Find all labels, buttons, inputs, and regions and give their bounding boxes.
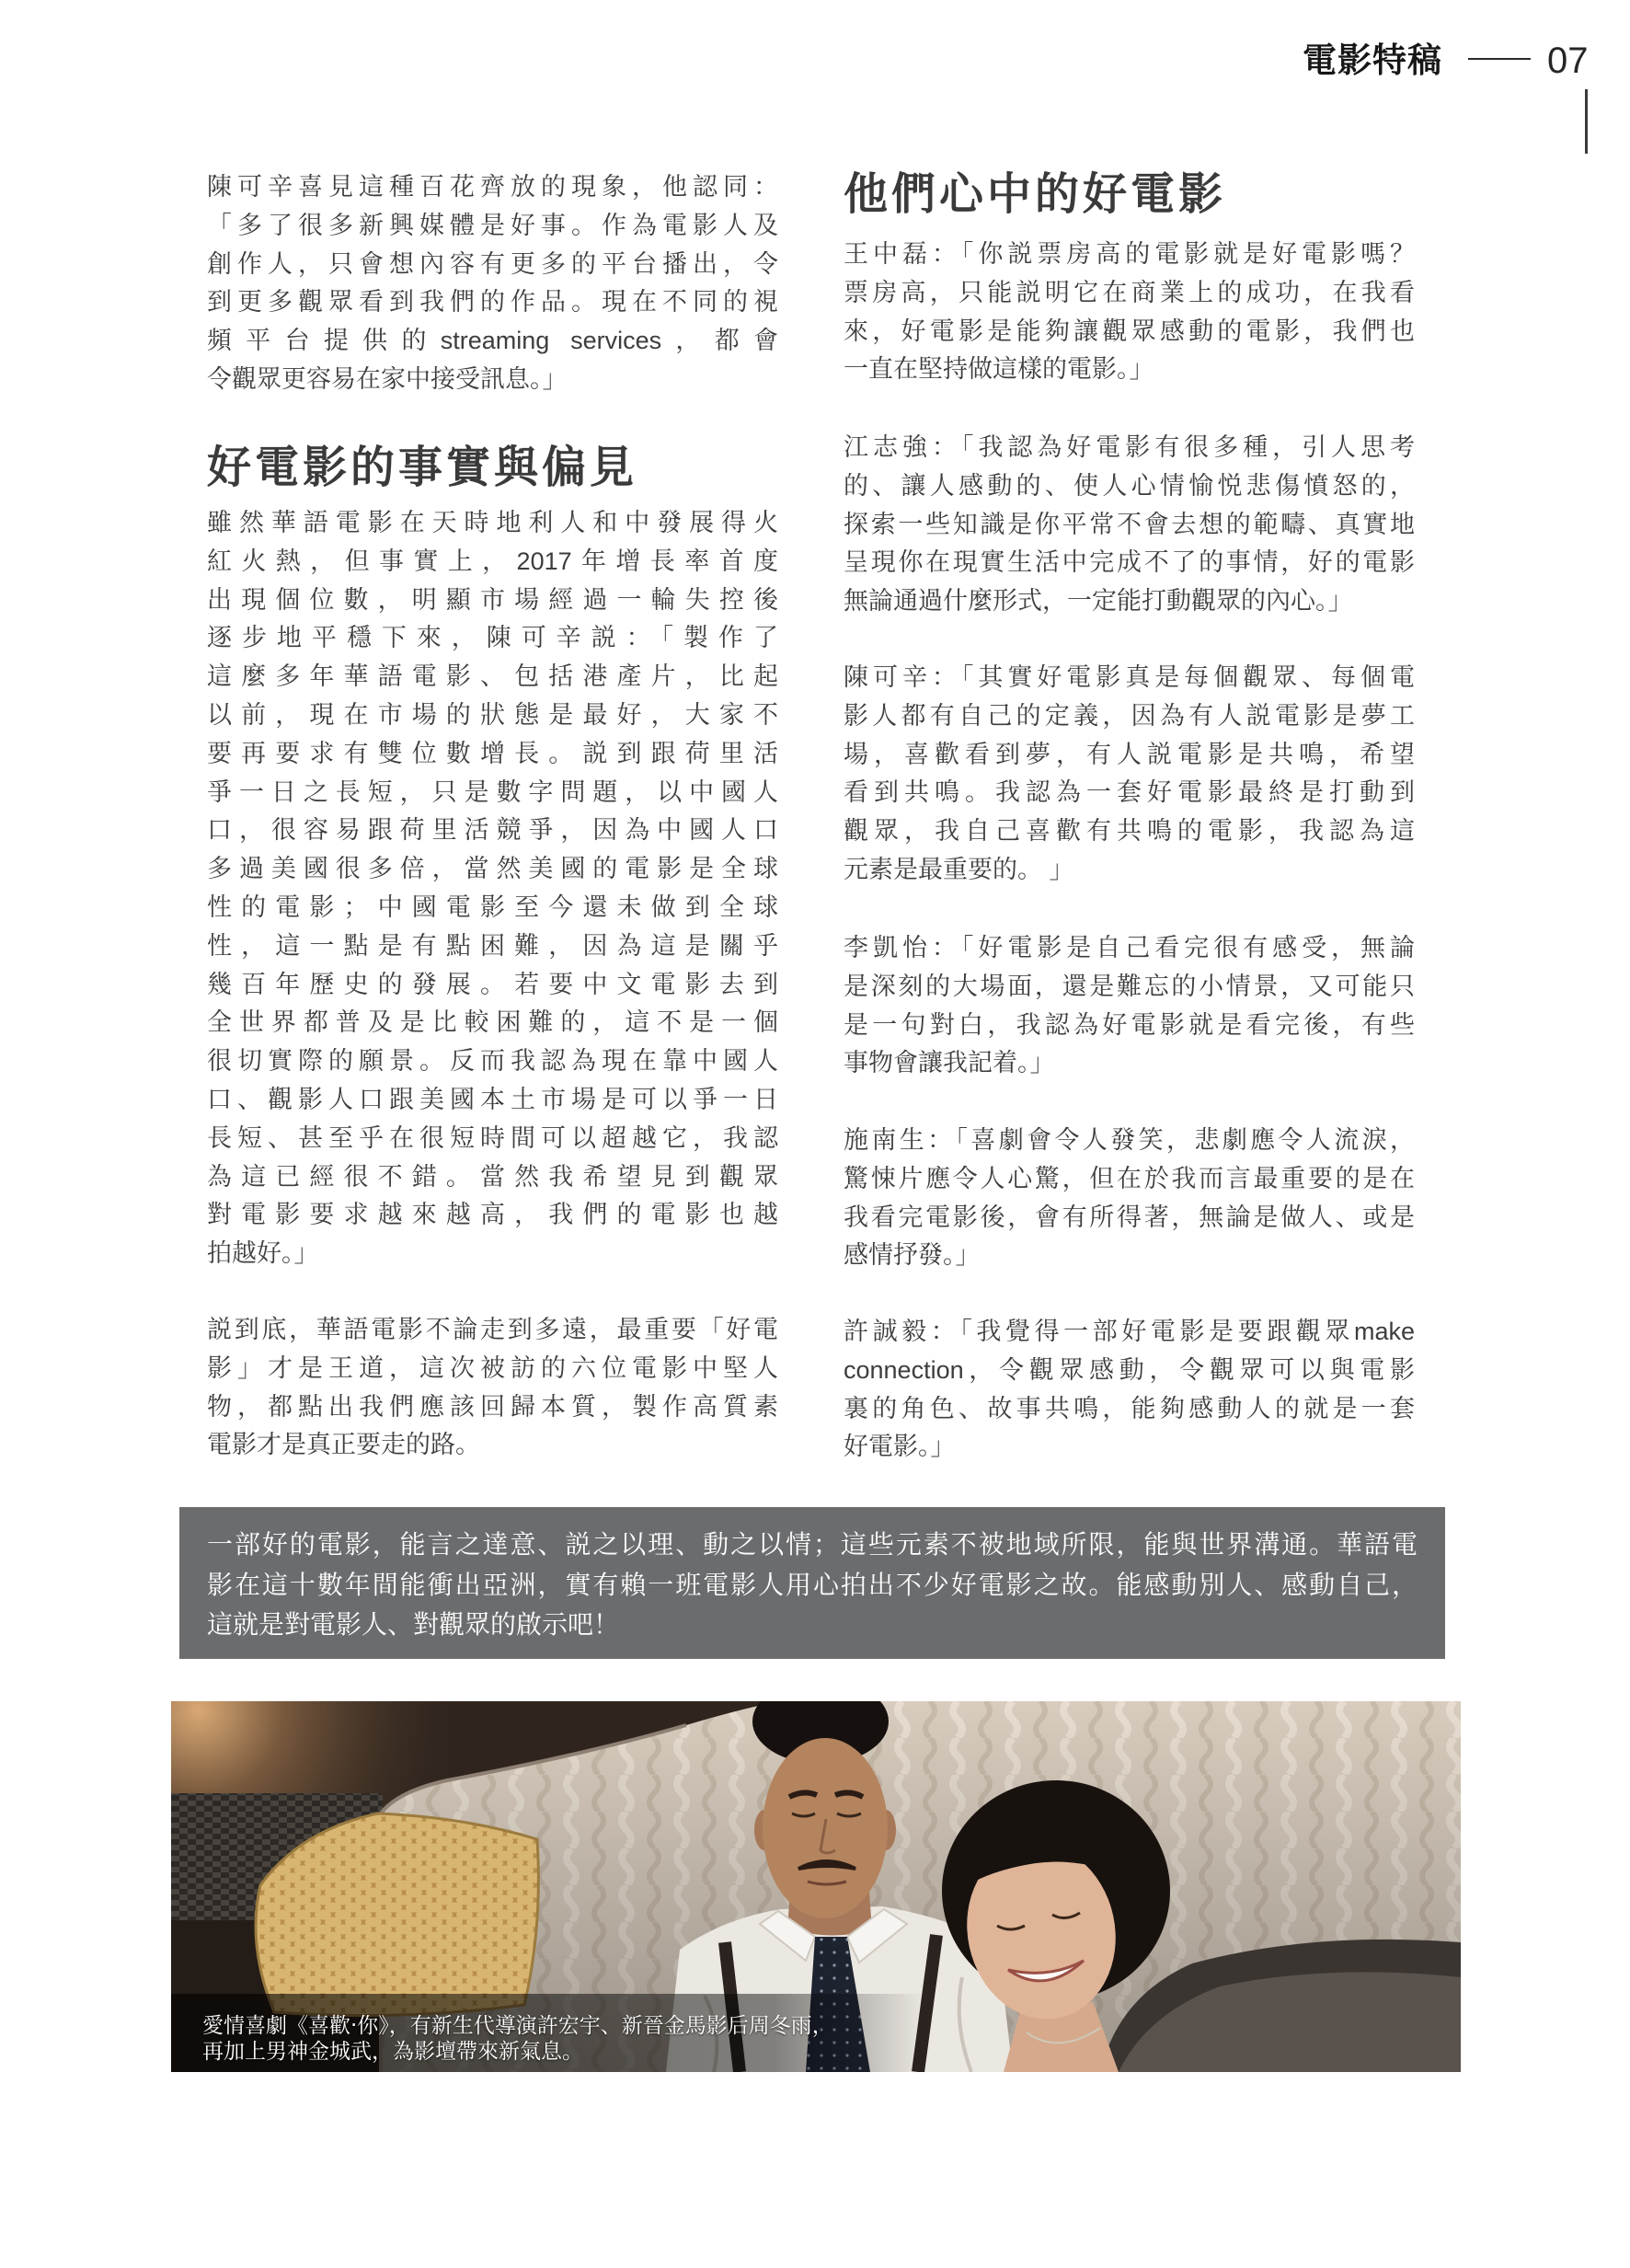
text-line: 施南生：「喜劇會令人發笑，悲劇應令人流淚， [844,1126,1415,1154]
text-line: 是深刻的大場面，還是難忘的小情景，又可能只 [844,972,1415,1000]
text-line: 令觀眾更容易在家中接受訊息。」 [207,364,568,393]
film-still-photo [171,1701,1461,2072]
right-column [844,0,1415,1491]
text-line: 紅火熱，但事實上，2017年增長率首度 [207,547,778,575]
text-line: 頻平台提供的streaming services，都會 [207,327,778,355]
text-line: 電影才是真正要走的路。 [207,1431,480,1459]
section-title: 電影特稿 [1303,41,1442,79]
text-line: 江志強：「我認為好電影有很多種，引人思考 [844,433,1415,461]
text-line: 到更多觀眾看到我們的作品。現在不同的視 [207,288,778,317]
text-line: 王中磊：「你説票房高的電影就是好電影嗎？ [844,240,1415,268]
section-paragraph [207,504,778,1273]
text-line: 這麼多年華語電影、包括港產片，比起 [207,662,778,691]
text-line: 對電影要求越來越高，我們的電影也越 [207,1201,778,1229]
photo-caption [202,2012,1030,2064]
text-line: 性，這一點是有點困難，因為這是關乎 [207,931,778,960]
text-line: 爭一日之長短，只是數字問題，以中國人 [207,777,778,806]
text-line: 一直在堅持做這樣的電影。」 [844,355,1154,384]
quote-raman-hui [844,1313,1415,1467]
text-line: 看到共鳴。我認為一套好電影最終是打動到 [844,778,1415,807]
text-line: 説到底，華語電影不論走到多遠，最重要「好電 [207,1316,778,1343]
page-edge-bar [1585,89,1588,154]
closing-paragraph [207,1311,778,1465]
summary-text [207,1525,1418,1645]
left-column [207,0,778,1491]
text-line: 幾百年歷史的發展。若要中文電影去到 [207,970,778,998]
intro-paragraph [207,168,778,399]
text-line: 影」才是王道，這次被訪的六位電影中堅人 [207,1353,778,1382]
text-line: connection，令觀眾感動，令觀眾可以與電影 [844,1355,1415,1384]
text-line: 物，都點出我們應該回歸本質，製作高質素 [207,1392,778,1421]
text-line: 長短、甚至乎在很短時間可以超越它，我認 [207,1123,778,1152]
text-line: 觀眾，我自己喜歡有共鳴的電影，我認為這 [844,817,1415,846]
text-line: 一部好的電影，能言之達意、説之以理、動之以情；這些元素不被地域所限，能與世界溝通。華語電 [207,1530,1418,1559]
text-line: 口，很容易跟荷里活競爭，因為中國人口 [207,816,778,845]
text-line: 創作人，只會想內容有更多的平台播出，令 [207,249,778,278]
text-line: 全世界都普及是比較困難的，這不是一個 [207,1008,778,1037]
quote-peter-chan [844,659,1415,890]
quote-nansun-shi [844,1122,1415,1275]
text-line: 場，喜歡看到夢，有人説電影是共鳴，希望 [844,740,1415,768]
text-line: 影人都有自己的定義，因為有人説電影是夢工 [844,701,1415,730]
text-line: 性的電影；中國電影至今還未做到全球 [207,892,778,921]
text-line: 是一句對白，我認為好電影就是看完後，有些 [844,1010,1415,1039]
text-line: 逐步地平穩下來，陳可辛説：「製作了 [207,624,778,652]
text-line: 票房高，只能説明它在商業上的成功，在我看 [844,278,1415,306]
text-line: 要再要求有雙位數增長。説到跟荷里活 [207,739,778,767]
text-line: 呈現你在現實生活中完成不了的事情，好的電影 [844,548,1415,577]
text-line: 元素是最重要的。 」 [844,855,1074,883]
text-line: 出現個位數，明顯市場經過一輪失控後 [207,585,778,614]
text-line: 口、觀影人口跟美國本土市場是可以爭一日 [207,1085,778,1113]
text-line: 來，好電影是能夠讓觀眾感動的電影，我們也 [844,317,1415,345]
text-line: 拍越好。」 [207,1239,319,1268]
text-line: 好電影。」 [844,1433,956,1461]
text-line: 事物會讓我記着。」 [844,1049,1055,1077]
text-line: 愛情喜劇《喜歡‧你》，有新生代導演許宏宇、新晉金馬影后周冬雨， [202,2013,833,2037]
text-line: 這就是對電影人、對觀眾的啟示吧！ [207,1610,620,1639]
quote-lee-hoi-yi [844,929,1415,1083]
quote-wang-zhonglei [844,236,1415,389]
text-line: 探索一些知識是你平常不會去想的範疇、真實地 [844,510,1415,538]
page-number: 07 [1547,40,1589,81]
text-line: 我看完電影後，會有所得著，無論是做人、或是 [844,1203,1415,1231]
text-line: 影在這十數年間能衝出亞洲，實有賴一班電影人用心拍出不少好電影之故。能感動別人、感動自己， [207,1570,1418,1599]
text-line: 無論通過什麼形式，一定能打動觀眾的內心。」 [844,587,1353,616]
section-heading-good-films: 他們心中的好電影 [844,170,1227,219]
text-line: 驚悚片應令人心驚，但在於我而言最重要的是在 [844,1164,1415,1192]
text-line: 以前，現在市場的狀態是最好，大家不 [207,700,778,729]
text-line: 陳可辛：「其實好電影真是每個觀眾、每個電 [844,663,1415,691]
text-line: 感情抒發。」 [844,1241,981,1270]
header-rule [1468,58,1531,60]
text-line: 的、讓人感動的、使人心情愉悦悲傷憤怒的， [844,471,1415,500]
text-line: 很切實際的願景。反而我認為現在靠中國人 [207,1047,778,1076]
text-line: 多過美國很多倍，當然美國的電影是全球 [207,855,778,883]
text-line: 雖然華語電影在天時地利人和中發展得火 [207,509,778,536]
text-line: 再加上男神金城武，為影壇帶來新氣息。 [202,2039,583,2063]
text-line: 為這已經很不錯。當然我希望見到觀眾 [207,1162,778,1191]
section-heading-facts-and-bias: 好電影的事實與偏見 [207,443,638,492]
text-line: 許誠毅：「我覺得一部好電影是要跟觀眾make [844,1318,1415,1345]
text-line: 李凱怡：「好電影是自己看完很有感受，無論 [844,934,1415,961]
summary-box [179,1507,1445,1659]
quote-bill-kong [844,429,1415,621]
text-line: 裏的角色、故事共鳴，能夠感動人的就是一套 [844,1394,1415,1422]
text-line: 「多了很多新興媒體是好事。作為電影人及 [207,211,778,239]
text-line: 陳可辛喜見這種百花齊放的現象，他認同： [207,173,778,201]
